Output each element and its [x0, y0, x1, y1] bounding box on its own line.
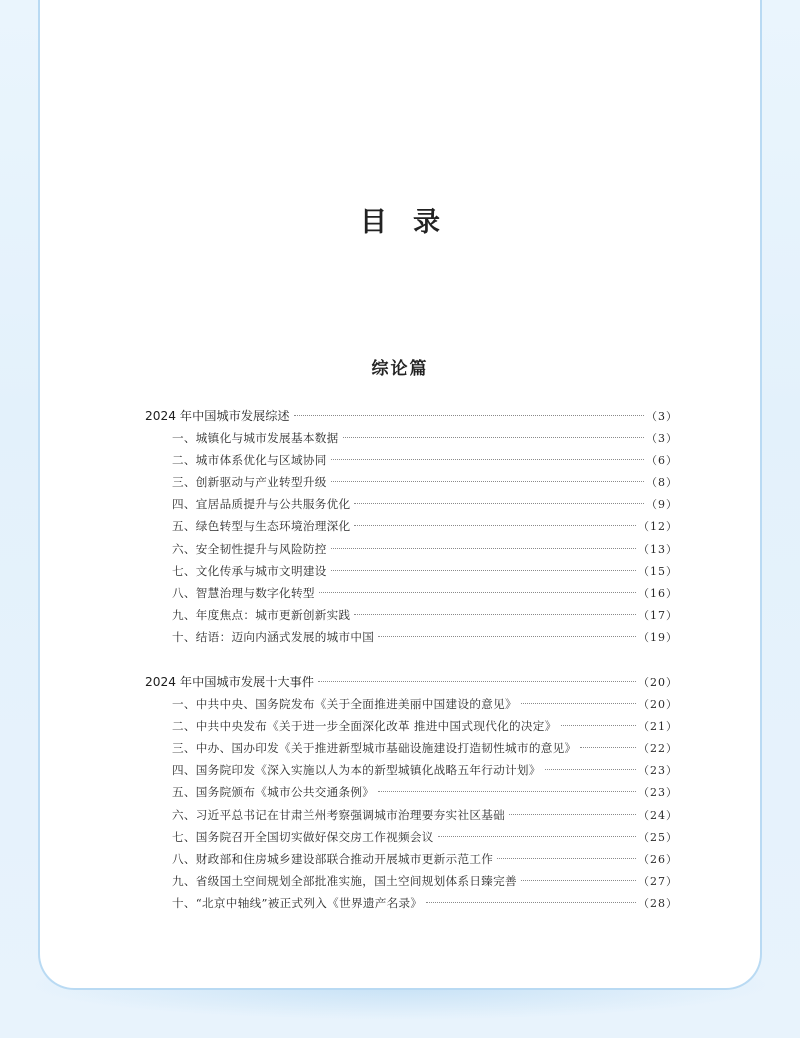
toc-entry-text: 二、中共中央发布《关于进一步全面深化改革 推进中国式现代化的决定》 [172, 719, 557, 734]
toc-page-number: （22） [638, 742, 678, 756]
toc-leader-dots [580, 747, 636, 748]
toc-page-number: （13） [638, 542, 678, 556]
toc-leader-dots [331, 459, 644, 460]
toc-leader-dots [509, 814, 636, 815]
toc-entry[interactable] [145, 848, 678, 870]
toc-entry-text: 四、宜居品质提升与公共服务优化 [172, 497, 351, 512]
toc-entry-text: 一、中共中央、国务院发布《关于全面推进美丽中国建设的意见》 [172, 697, 517, 712]
toc-leader-dots [378, 636, 636, 637]
toc-entry[interactable] [145, 892, 678, 914]
toc-page-number: （25） [638, 830, 678, 844]
toc-leader-dots [331, 548, 636, 549]
toc-leader-dots [354, 503, 644, 504]
toc-entry[interactable] [145, 781, 678, 803]
toc-heading-text: 2024 年中国城市发展十大事件 [145, 675, 314, 689]
toc-entry[interactable] [145, 759, 678, 781]
toc-leader-dots [521, 880, 636, 881]
toc-page-number: （15） [638, 564, 678, 578]
toc-page-number: （8） [646, 476, 678, 490]
toc-page-number: （28） [638, 896, 678, 910]
toc-entry[interactable] [145, 715, 678, 737]
toc-entry-text: 八、智慧治理与数字化转型 [172, 585, 315, 600]
toc-entry-text: 四、国务院印发《深入实施以人为本的新型城镇化战略五年行动计划》 [172, 763, 541, 778]
toc-entry[interactable] [145, 604, 678, 626]
toc-heading-text: 2024 年中国城市发展综述 [145, 409, 290, 423]
toc-entry[interactable] [145, 449, 678, 471]
toc-leader-dots [521, 703, 636, 704]
toc-page-number: （26） [638, 852, 678, 866]
toc-page-number: （12） [638, 520, 678, 534]
section-title: 综论篇 [371, 359, 429, 379]
toc-page-number: （19） [638, 630, 678, 644]
toc-entry[interactable] [145, 538, 678, 560]
toc-entry-text: 一、城镇化与城市发展基本数据 [172, 431, 339, 446]
toc-entry[interactable] [145, 582, 678, 604]
toc-entry[interactable] [145, 693, 678, 715]
toc-page-number: （6） [646, 454, 678, 468]
toc-entry-text: 九、年度焦点：城市更新创新实践 [172, 607, 351, 622]
toc-leader-dots [561, 725, 636, 726]
toc-page-number: （3） [646, 410, 678, 423]
toc-entry-text: 七、文化传承与城市文明建设 [172, 563, 327, 578]
toc-entry-text: 五、国务院颁布《城市公共交通条例》 [172, 785, 375, 800]
toc-leader-dots [438, 836, 636, 837]
toc-group-2 [145, 671, 678, 914]
toc-page-number: （9） [646, 498, 678, 512]
toc-leader-dots [354, 525, 636, 526]
toc-leader-dots [294, 415, 644, 416]
toc-entry-text: 七、国务院召开全国切实做好保交房工作视频会议 [172, 829, 434, 844]
toc-page-number: （24） [638, 808, 678, 822]
toc-page-number: （27） [638, 874, 678, 888]
toc-leader-dots [378, 791, 636, 792]
toc-entry[interactable] [145, 804, 678, 826]
toc-entry-text: 三、创新驱动与产业转型升级 [172, 475, 327, 490]
page-title: 目录 [360, 207, 466, 238]
toc-page-number: （3） [646, 432, 678, 446]
toc-leader-dots [497, 858, 636, 859]
toc-leader-dots [331, 481, 644, 482]
toc-page-number: （17） [638, 608, 678, 622]
toc-entry-text: 五、绿色转型与生态环境治理深化 [172, 519, 351, 534]
toc-entry-text: 十、结语：迈向内涵式发展的城市中国 [172, 629, 375, 644]
toc-page-number: （23） [638, 764, 678, 778]
toc-leader-dots [343, 437, 644, 438]
toc-entry[interactable] [145, 427, 678, 449]
toc-heading[interactable] [145, 405, 678, 427]
toc-entry[interactable] [145, 626, 678, 648]
toc-group-1 [145, 405, 678, 648]
toc-entry-text: 六、安全韧性提升与风险防控 [172, 541, 327, 556]
toc-entry-text: 三、中办、国办印发《关于推进新型城市基础设施建设打造韧性城市的意见》 [172, 741, 577, 756]
toc-leader-dots [319, 592, 636, 593]
toc-page-number: （20） [638, 676, 678, 689]
toc-page-number: （20） [638, 698, 678, 712]
toc-entry[interactable] [145, 826, 678, 848]
toc-leader-dots [331, 570, 636, 571]
toc-entry-text: 十、“北京中轴线”被正式列入《世界遗产名录》 [172, 895, 423, 910]
toc-page-number: （21） [638, 720, 678, 734]
toc-entry-text: 六、习近平总书记在甘肃兰州考察强调城市治理要夯实社区基础 [172, 807, 506, 822]
toc-entry-text: 二、城市体系优化与区域协同 [172, 453, 327, 468]
toc-leader-dots [354, 614, 636, 615]
toc-entry[interactable] [145, 471, 678, 493]
toc-entry-text: 九、省级国土空间规划全部批准实施，国土空间规划体系日臻完善 [172, 873, 517, 888]
toc-entry[interactable] [145, 737, 678, 759]
toc-entry-text: 八、财政部和住房城乡建设部联合推动开展城市更新示范工作 [172, 851, 494, 866]
toc-leader-dots [545, 769, 636, 770]
toc-entry[interactable] [145, 560, 678, 582]
toc-leader-dots [318, 681, 636, 682]
toc-heading[interactable] [145, 671, 678, 693]
toc-page-number: （23） [638, 786, 678, 800]
toc-page-number: （16） [638, 586, 678, 600]
toc-leader-dots [426, 902, 636, 903]
toc-entry[interactable] [145, 515, 678, 537]
toc-entry[interactable] [145, 870, 678, 892]
toc-entry[interactable] [145, 493, 678, 515]
